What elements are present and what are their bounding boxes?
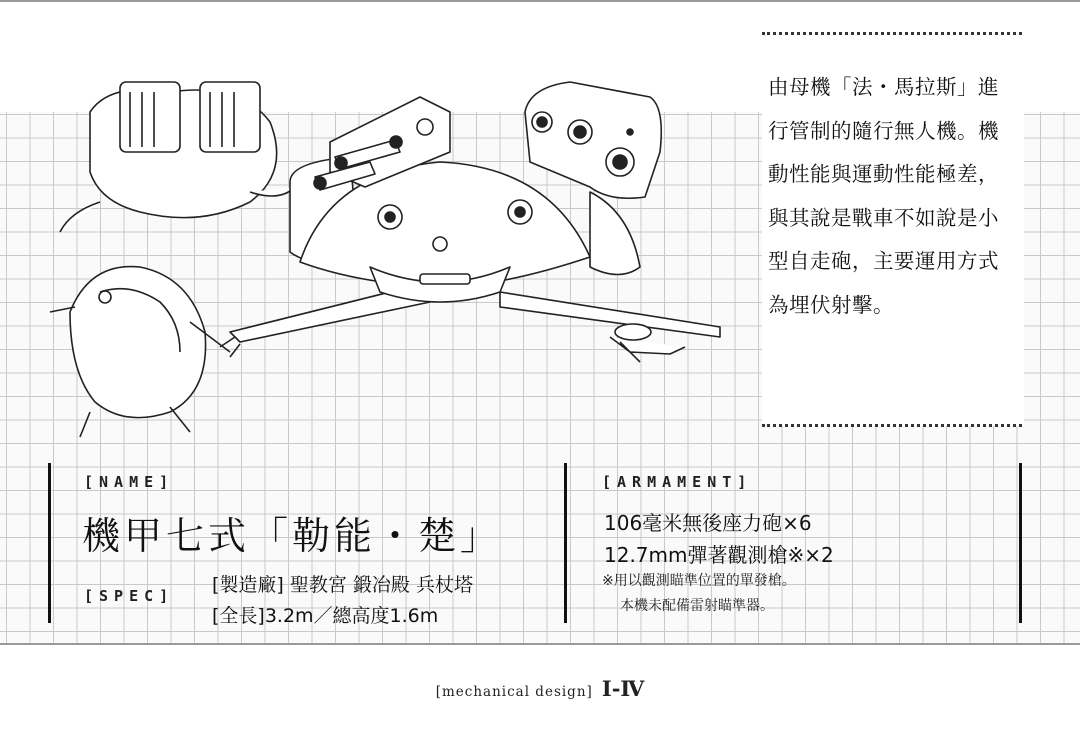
description-line: 由母機「法・馬拉斯」進: [768, 75, 999, 99]
armament-note: ※用以觀測瞄準位置的單發槍。: [602, 573, 796, 589]
description-line: 型自走砲，主要運用方式: [768, 249, 999, 273]
armament-note: 本機未配備雷射瞄準器。: [620, 598, 774, 614]
name-label: [NAME]: [84, 473, 175, 491]
description-box: [762, 32, 1024, 426]
armament-line: 12.7mm彈著觀測槍※×2: [604, 543, 834, 567]
footer-label: [mechanical design]: [435, 684, 593, 700]
description-line: 行管制的隨行無人機。機: [768, 118, 999, 143]
description-line: 動性能與運動性能極差，: [768, 162, 999, 186]
middle-divider: [564, 463, 567, 623]
spec-line-dimensions: [全長]3.2m／總高度1.6m: [212, 605, 439, 627]
description-line: 與其說是戰車不如說是小: [768, 205, 999, 230]
footer-page-number: I-Ⅳ: [601, 676, 645, 701]
description-line: 為埋伏射擊。: [768, 292, 894, 317]
unit-name: 機甲七式「勒能・楚」: [82, 514, 503, 558]
spec-line-manufacturer: [製造廠] 聖教宮 鍛冶殿 兵杖塔: [212, 574, 473, 596]
spec-label: [SPEC]: [84, 587, 175, 605]
right-divider: [1019, 463, 1022, 623]
bottom-dotted-rule: [762, 424, 1022, 427]
info-section: [0, 457, 1080, 627]
left-divider: [48, 463, 51, 623]
top-dotted-rule: [762, 32, 1022, 35]
armament-line: 106毫米無後座力砲×6: [604, 511, 812, 535]
description-text: [768, 66, 1024, 327]
page-footer: [0, 676, 1080, 701]
armament-label: [ARMAMENT]: [602, 473, 753, 491]
mech-illustration: [30, 52, 750, 462]
